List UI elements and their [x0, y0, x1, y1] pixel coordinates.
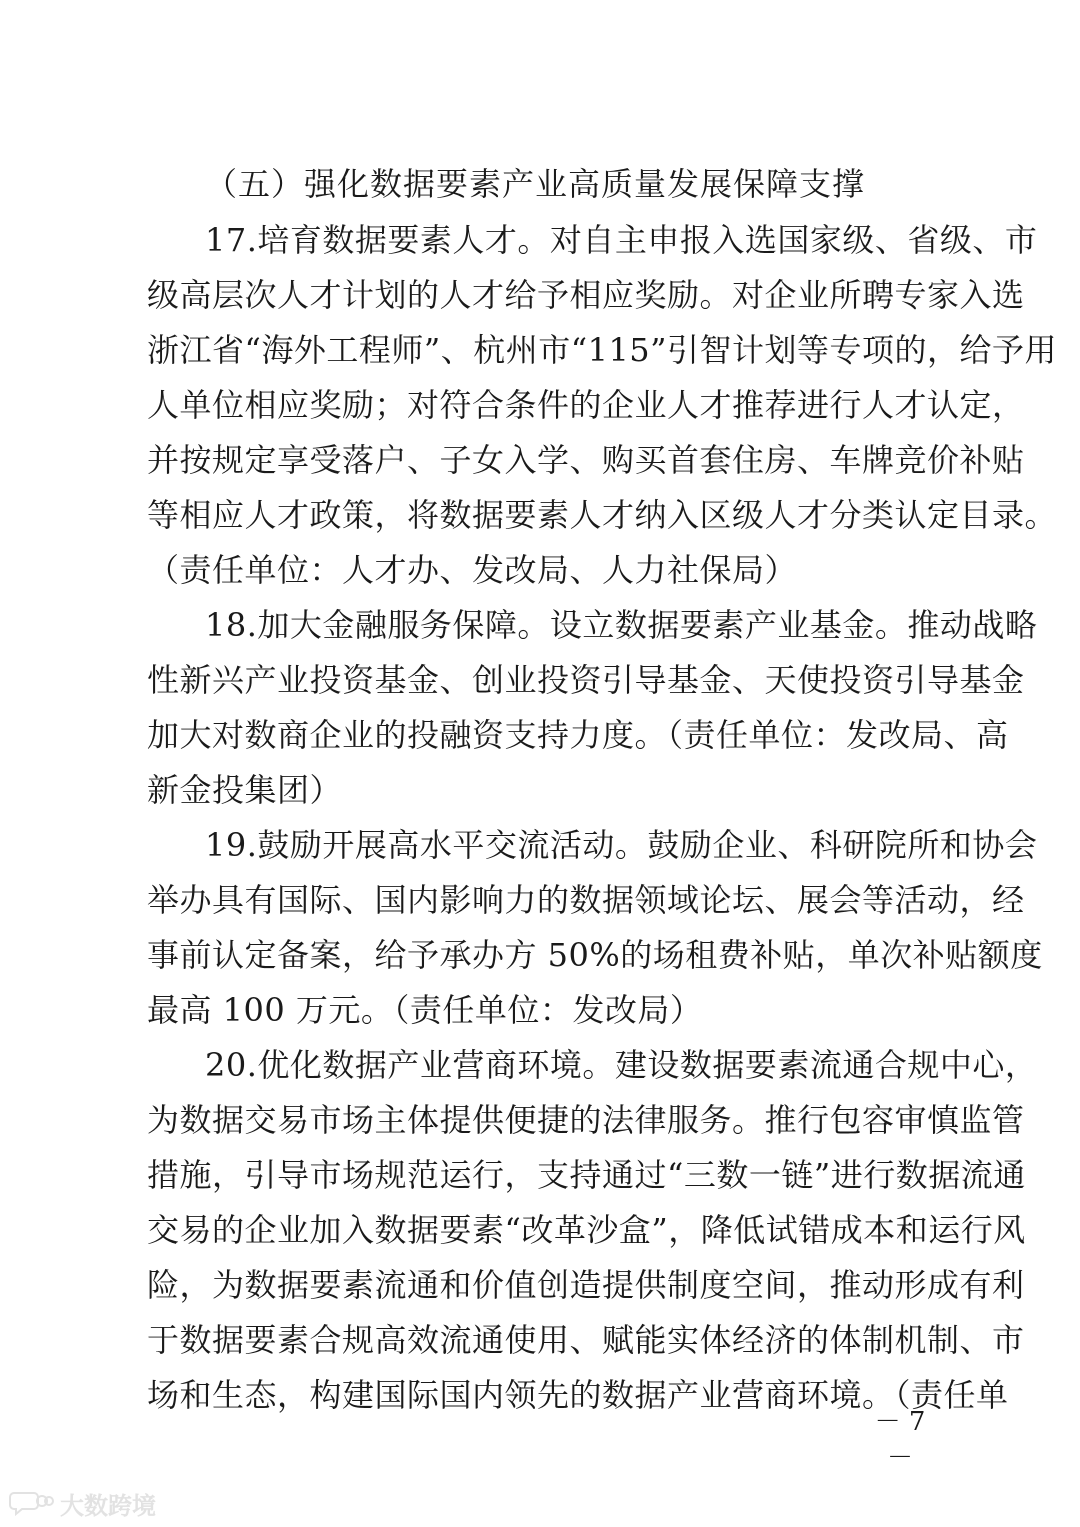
paragraph-line: 人单位相应奖励；对符合条件的企业人才推荐进行人才认定， — [147, 386, 1025, 424]
paragraph-line: 19.鼓励开展高水平交流活动。鼓励企业、科研院所和协会 — [205, 826, 1038, 864]
paragraph-line: 性新兴产业投资基金、创业投资引导基金、天使投资引导基金 — [147, 661, 1025, 699]
watermark — [8, 1488, 156, 1518]
paragraph-line: 20.优化数据产业营商环境。建设数据要素流通合规中心， — [205, 1046, 1038, 1084]
page-number: － 7 － — [874, 1407, 926, 1473]
paragraph-line: 场和生态，构建国际国内领先的数据产业营商环境。（责任单 — [147, 1376, 1009, 1414]
paragraph-line: 17.培育数据要素人才。对自主申报入选国家级、省级、市 — [205, 221, 1038, 259]
paragraph-line: 等相应人才政策，将数据要素人才纳入区级人才分类认定目录。 — [147, 496, 1058, 534]
paragraph-line: 新金投集团） — [147, 771, 343, 809]
paragraph-line: 级高层次人才计划的人才给予相应奖励。对企业所聘专家入选 — [147, 276, 1025, 314]
watermark-text: 大数跨境 — [60, 1491, 156, 1520]
paragraph-line: 18.加大金融服务保障。设立数据要素产业基金。推动战略 — [205, 606, 1038, 644]
paragraph-line: 于数据要素合规高效流通使用、赋能实体经济的体制机制、市 — [147, 1321, 1025, 1359]
paragraph-line: （责任单位：人才办、发改局、人力社保局） — [147, 551, 798, 589]
paragraph-line: 举办具有国际、国内影响力的数据领域论坛、展会等活动，经 — [147, 881, 1025, 919]
paragraph-line: 措施，引导市场规范运行，支持通过“三数一链”进行数据流通 — [147, 1156, 1026, 1194]
paragraph-line: 险，为数据要素流通和价值创造提供制度空间，推动形成有利 — [147, 1266, 1025, 1304]
paragraph-line: 浙江省“海外工程师”、杭州市“115”引智计划等专项的，给予用 — [147, 331, 1058, 369]
chat-bubble-logo-icon — [8, 1489, 54, 1517]
paragraph-line: 最高 100 万元。（责任单位：发改局） — [147, 991, 703, 1029]
paragraph-line: 加大对数商企业的投融资支持力度。（责任单位：发改局、高 — [147, 716, 1009, 754]
paragraph-line: 交易的企业加入数据要素“改革沙盒”，降低试错成本和运行风 — [147, 1211, 1026, 1249]
section-heading: （五）强化数据要素产业高质量发展保障支撑 — [205, 165, 866, 203]
paragraph-line: 并按规定享受落户、子女入学、购买首套住房、车牌竞价补贴 — [147, 441, 1025, 479]
paragraph-line: 事前认定备案，给予承办方 50%的场租费补贴，单次补贴额度 — [147, 936, 1043, 974]
paragraph-line: 为数据交易市场主体提供便捷的法律服务。推行包容审慎监管 — [147, 1101, 1025, 1139]
